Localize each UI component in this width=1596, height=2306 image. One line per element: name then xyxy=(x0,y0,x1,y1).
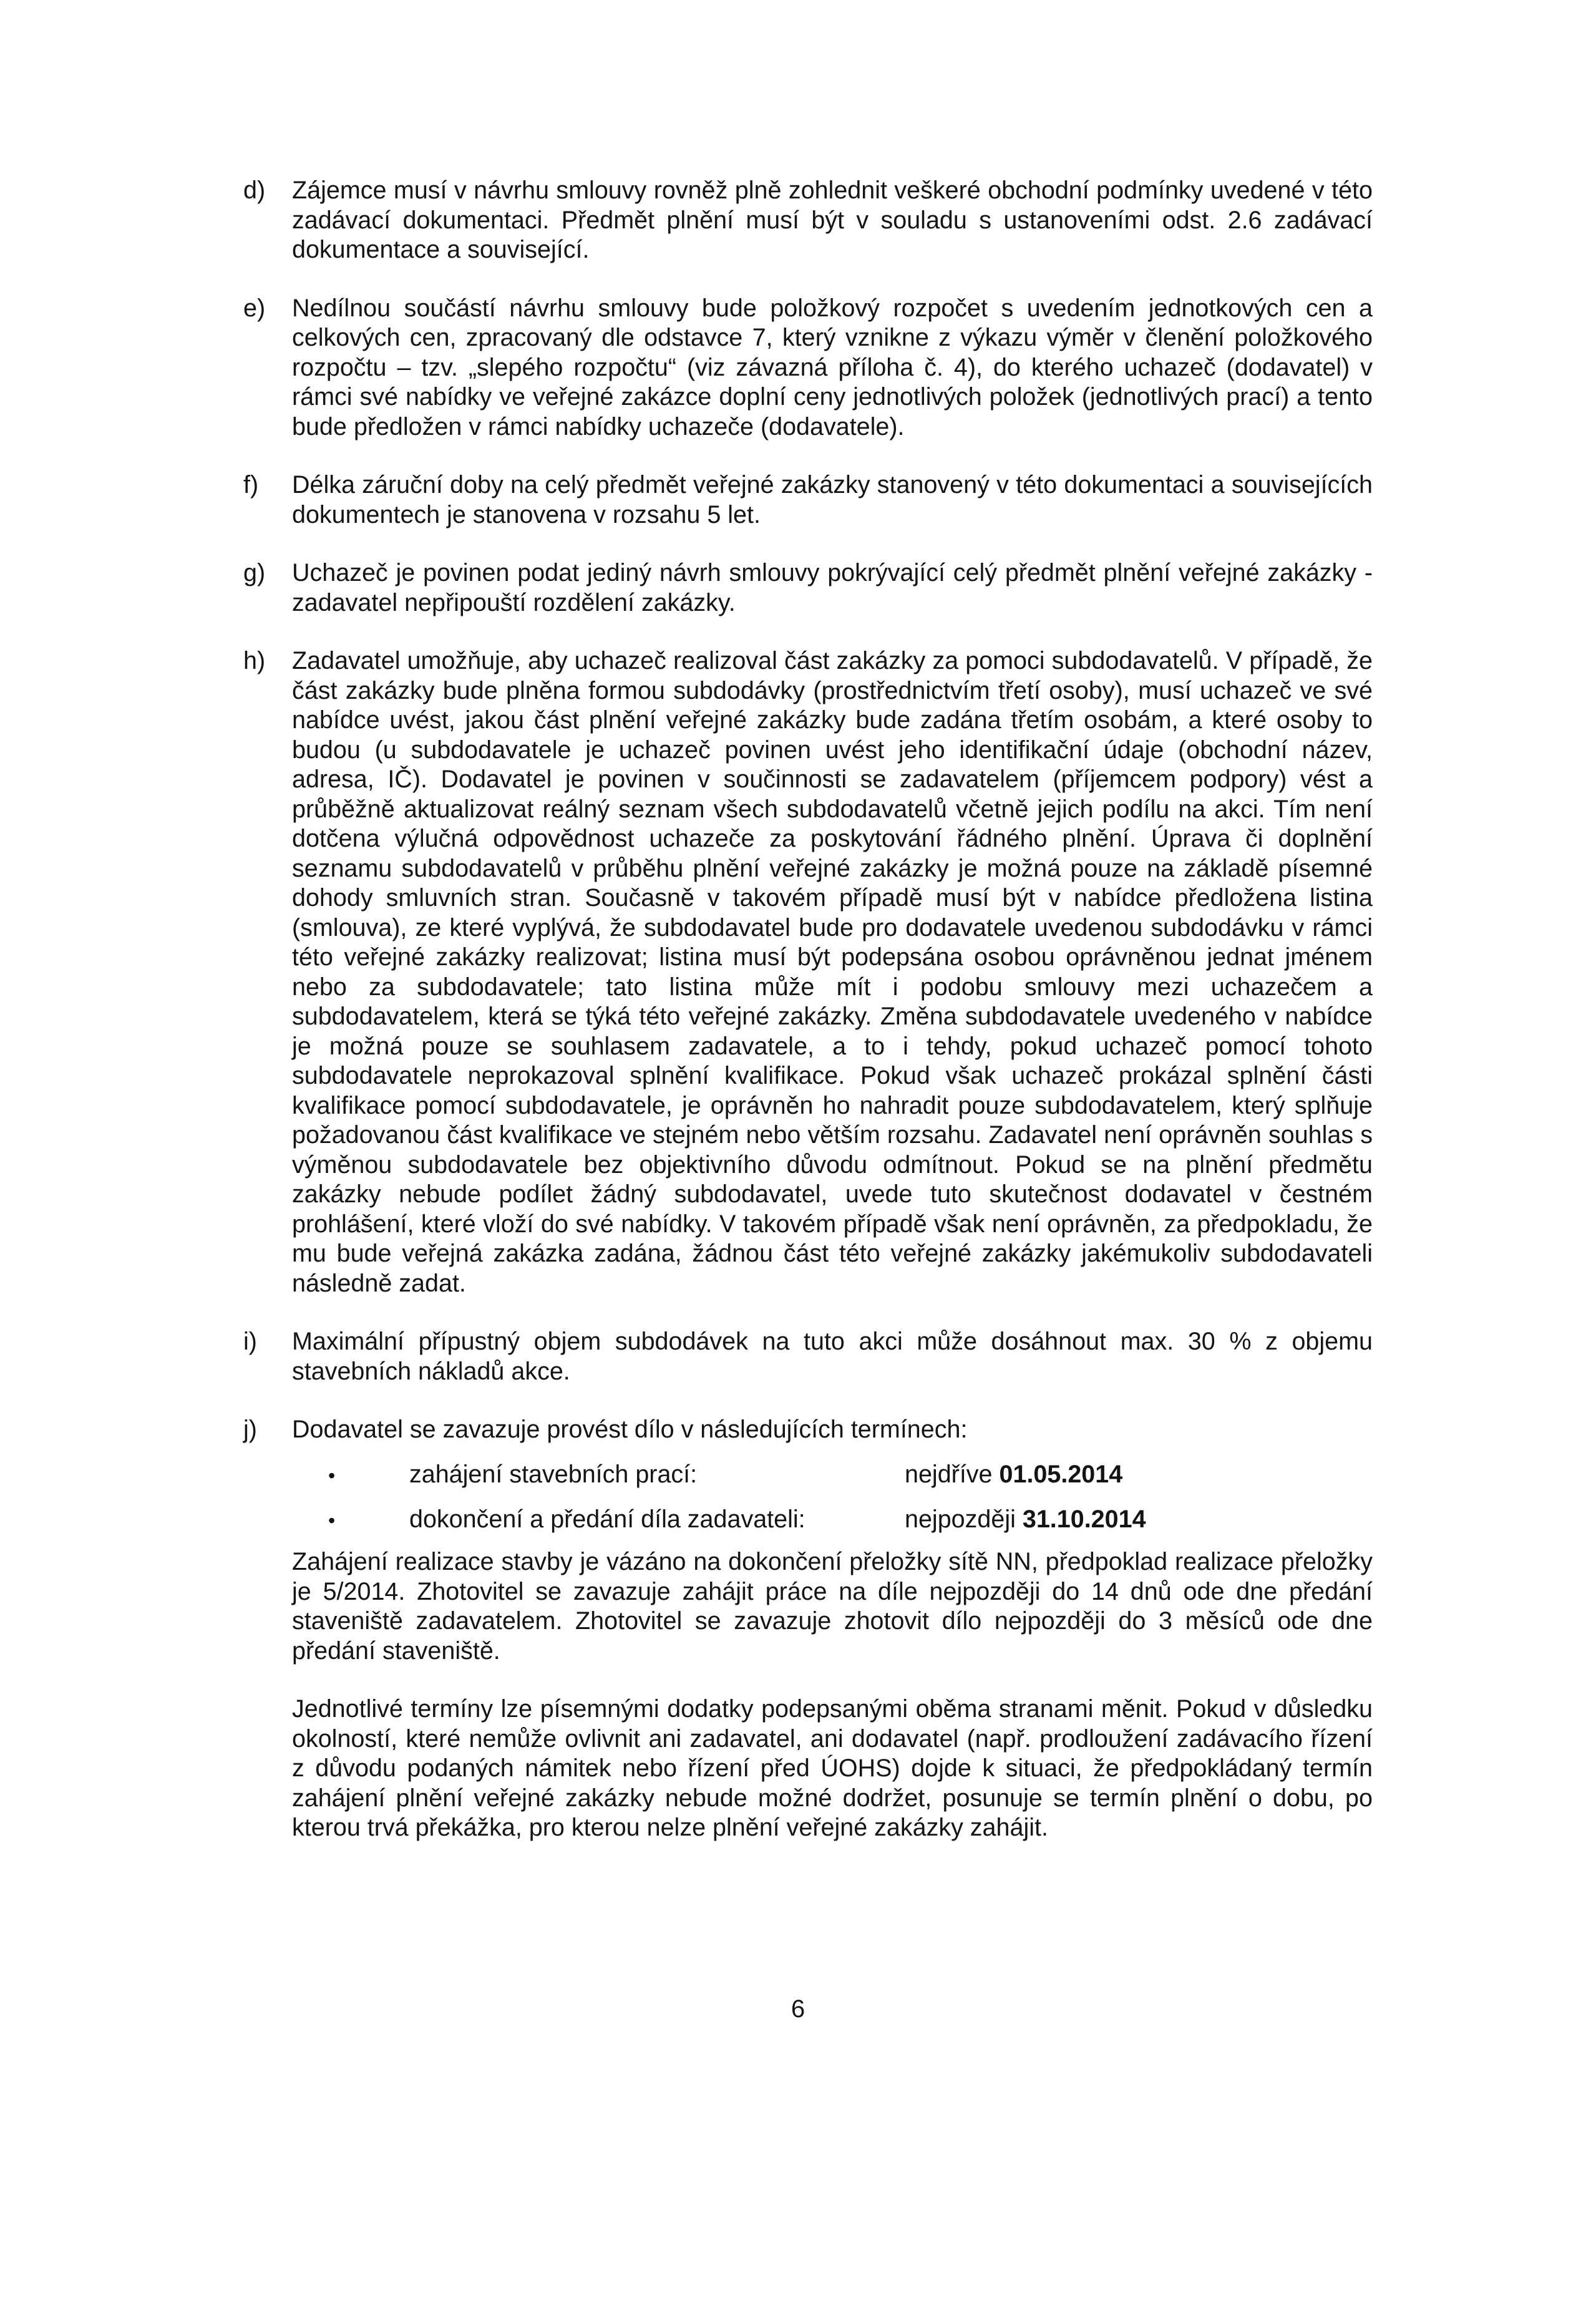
list-item-j xyxy=(243,1415,1373,1550)
deadline-label: dokončení a předání díla zadavateli: xyxy=(409,1505,805,1533)
item-marker: g) xyxy=(243,559,266,586)
closing-paragraphs xyxy=(292,1547,1373,1872)
item-paragraph: Zadavatel umožňuje, aby uchazeč realizoval část zakázky za pomoci subdodavatelů. V případě, že část zakázky bude plněna formou subdodávky (prostřednictvím třetí osoby), musí uchazeč ve své nabídce uvést, jakou část plnění veřejné zakázky bude zadána třetím osobám, a které osoby to budou (u subdodavatele je uchazeč povinen uvést jeho identifikační údaje (obchodní název, adresa, IČ). Dodavatel je povinen v součinnosti se zadavatelem (příjemcem podpory) vést a průběžně aktualizovat reálný seznam všech subdodavatelů včetně jejich podílu na akci. Tím není dotčena výlučná odpovědnost uchazeče za poskytování řádného plnění. Úprava či doplnění seznamu subdodavatelů v průběhu plnění veřejné zakázky je možná pouze na základě písemné dohody smluvních stran. Současně v takovém případě musí být v nabídce předložena listina (smlouva), ze které vyplývá, že subdodavatel bude pro dodavatele uvedenou subdodávku v rámci této veřejné zakázky realizovat; listina musí být podepsána osobou oprávněnou jednat jménem nebo za subdodavatele; tato listina může mít i podobu smlouvy mezi uchazečem a subdodavatelem, která se týká této veřejné zakázky. Změna subdodavatele uvedeného v nabídce je možná pouze se souhlasem zadavatele, a to i tehdy, pokud uchazeč pomocí tohoto subdodavatele neprokazoval splnění kvalifikace. Pokud však uchazeč prokázal splnění části kvalifikace pomocí subdodavatele, je oprávněn ho nahradit pouze subdodavatelem, který splňuje požadovanou část kvalifikace ve stejném nebo větším rozsahu. Zadavatel není oprávněn souhlas s výměnou subdodavatele bez objektivního důvodu odmítnout. Pokud se na plnění předmětu zakázky nebude podílet žádný subdodavatel, uvede tuto skutečnost dodavatel v čestném prohlášení, které vloží do své nabídky. V takovém případě však není oprávněn, za předpokladu, že mu bude veřejná zakázka zadána, žádnou část této veřejné zakázky jakémukoliv subdodavateli následně zadat. xyxy=(292,647,1373,1297)
deadline-list xyxy=(292,1460,1373,1550)
item-text xyxy=(292,558,1373,618)
list-item-e xyxy=(243,294,1373,442)
item-paragraph: Maximální přípustný objem subdodávek na tuto akci může dosáhnout max. 30 % z objemu stavebních nákladů akce. xyxy=(292,1328,1373,1385)
item-text xyxy=(292,1327,1373,1386)
item-marker: e) xyxy=(243,294,266,322)
bullet-icon: • xyxy=(328,1509,336,1532)
item-marker: i) xyxy=(243,1328,257,1355)
item-marker: h) xyxy=(243,647,266,674)
item-marker: f) xyxy=(243,471,259,499)
item-text xyxy=(292,470,1373,530)
item-text xyxy=(292,646,1373,1298)
deadline-value xyxy=(905,1505,1146,1535)
item-paragraph: Dodavatel se zavazuje provést dílo v následujících termínech: xyxy=(292,1416,968,1443)
deadline-date: 31.10.2014 xyxy=(1022,1505,1146,1533)
deadline-prefix: nejpozději xyxy=(905,1505,1023,1533)
deadline-label: zahájení stavebních prací: xyxy=(409,1460,698,1488)
item-marker: d) xyxy=(243,177,266,204)
page-number: 6 xyxy=(791,1995,805,2023)
item-text xyxy=(292,1415,1373,1550)
item-paragraph: Uchazeč je povinen podat jediný návrh smlouvy pokrývající celý předmět plnění veřejné zakázky - zadavatel nepřipouští rozdělení zakázky. xyxy=(292,559,1373,616)
deadline-date: 01.05.2014 xyxy=(999,1460,1123,1488)
list-item-f xyxy=(243,470,1373,530)
deadline-end xyxy=(292,1505,1373,1550)
deadline-value xyxy=(905,1460,1122,1490)
item-paragraph: Nedílnou součástí návrhu smlouvy bude položkový rozpočet s uvedením jednotkových cen a celkových cen, zpracovaný dle odstavce 7, který vznikne z výkazu výměr v členění položkového rozpočtu – tzv. „slepého rozpočtu“ (viz závazná příloha č. 4), do kterého uchazeč (dodavatel) v rámci své nabídky ve veřejné zakázce doplní ceny jednotlivých položek (jednotlivých prací) a tento bude předložen v rámci nabídky uchazeče (dodavatele). xyxy=(292,294,1373,440)
item-text xyxy=(292,176,1373,265)
bullet-icon: • xyxy=(328,1464,336,1487)
list-item-i xyxy=(243,1327,1373,1386)
item-paragraph: Zájemce musí v návrhu smlouvy rovněž plně zohlednit veškeré obchodní podmínky uvedené v této zadávací dokumentaci. Předmět plnění musí být v souladu s ustanoveními odst. 2.6 zadávací dokumentace a související. xyxy=(292,177,1373,263)
list-item-g xyxy=(243,558,1373,618)
deadline-start xyxy=(292,1460,1373,1505)
list-item-d xyxy=(243,176,1373,265)
item-text xyxy=(292,294,1373,442)
item-marker: j) xyxy=(243,1416,257,1443)
paragraph-deadline-changes: Jednotlivé termíny lze písemnými dodatky podepsanými oběma stranami měnit. Pokud v důsledku okolností, které nemůže ovlivnit ani zadavatel, ani dodavatel (např. prodloužení zadávacího řízení z důvodu podaných námitek nebo řízení před ÚOHS) dojde k situaci, že předpokládaný termín zahájení plnění veřejné zakázky nebude možné dodržet, posunuje se termín plnění o dobu, po kterou trvá překážka, pro kterou nelze plnění veřejné zakázky zahájit. xyxy=(292,1695,1373,1841)
paragraph-realization: Zahájení realizace stavby je vázáno na dokončení přeložky sítě NN, předpoklad realizace přeložky je 5/2014. Zhotovitel se zavazuje zahájit práce na díle nejpozději do 14 dnů ode dne předání staveniště zadavatelem. Zhotovitel se zavazuje zhotovit dílo nejpozději do 3 měsíců ode dne předání staveniště. xyxy=(292,1548,1373,1665)
deadline-prefix: nejdříve xyxy=(905,1460,1000,1488)
conditions-list xyxy=(243,176,1373,1579)
list-item-h xyxy=(243,646,1373,1298)
item-paragraph: Délka záruční doby na celý předmět veřejné zakázky stanovený v této dokumentaci a souvisejících dokumentech je stanovena v rozsahu 5 let. xyxy=(292,471,1373,528)
